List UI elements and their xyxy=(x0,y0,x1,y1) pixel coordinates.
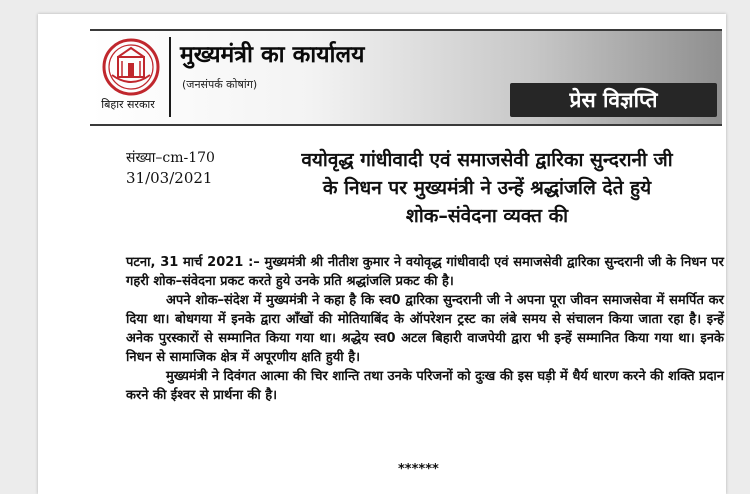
office-title: मुख्यमंत्री का कार्यालय xyxy=(180,42,365,68)
headline-line-2: के निधन पर मुख्यमंत्री ने उन्हें श्रद्धांजलि देते हुये xyxy=(322,177,652,199)
end-marker: ****** xyxy=(398,462,439,477)
header-divider xyxy=(169,37,171,117)
release-date: 31/03/2021 xyxy=(126,169,213,187)
headline-line-1: वयोवृद्ध गांधीवादी एवं समाजसेवी द्वारिका सुन्दरानी जी xyxy=(301,149,673,171)
paragraph-1: पटना, 31 मार्च 2021 :– मुख्यमंत्री श्री नीतीश कुमार ने वयोवृद्ध गांधीवादी एवं समाजसेवी द्वारिका सुन्दरानी जी के निधन पर गहरी शोक–संवेदना प्रकट करते हुये उनके प्रति श्रद्धांजलि प्रकट की है। xyxy=(126,255,724,289)
paragraph-3: मुख्यमंत्री ने दिवंगत आत्मा की चिर शान्ति तथा उनके परिजनों को दुःख की इस घड़ी में धैर्य धारण करने की शक्ति प्रदान करने की ईश्वर से प्रार्थना की है। xyxy=(126,369,724,403)
emblem-caption: बिहार सरकार xyxy=(101,98,155,111)
headline xyxy=(252,146,722,230)
letterhead-banner xyxy=(90,29,722,126)
press-release-page xyxy=(38,14,726,494)
headline-line-3: शोक–संवेदना व्यक्त की xyxy=(405,205,569,227)
reference-number: संख्या–cm-170 xyxy=(126,150,215,166)
paragraph-2: अपने शोक–संदेश में मुख्यमंत्री ने कहा है कि स्व0 द्वारिका सुन्दरानी जी ने अपना पूरा जीवन समाजसेवा में समर्पित कर दिया था। बोधगया में इनके द्वारा आँखों की मोतियाबिंद के ऑपरेशन ट्रस्ट का लंबे समय से संचालन किया जाता रहा है। इन्हें अनेक पुरस्कारों से सम्मानित किया गया था। श्रद्धेय स्व0 अटल बिहारी वाजपेयी द्वारा भी इन्हें सम्मानित किया गया था। इनके निधन से सामाजिक क्षेत्र में अपूरणीय क्षति हुयी है। xyxy=(126,293,724,365)
reference-block xyxy=(126,148,215,188)
press-release-label: प्रेस विज्ञप्ति xyxy=(510,83,717,117)
office-subtitle: (जनसंपर्क कोषांग) xyxy=(182,78,258,91)
release-body xyxy=(126,253,724,405)
